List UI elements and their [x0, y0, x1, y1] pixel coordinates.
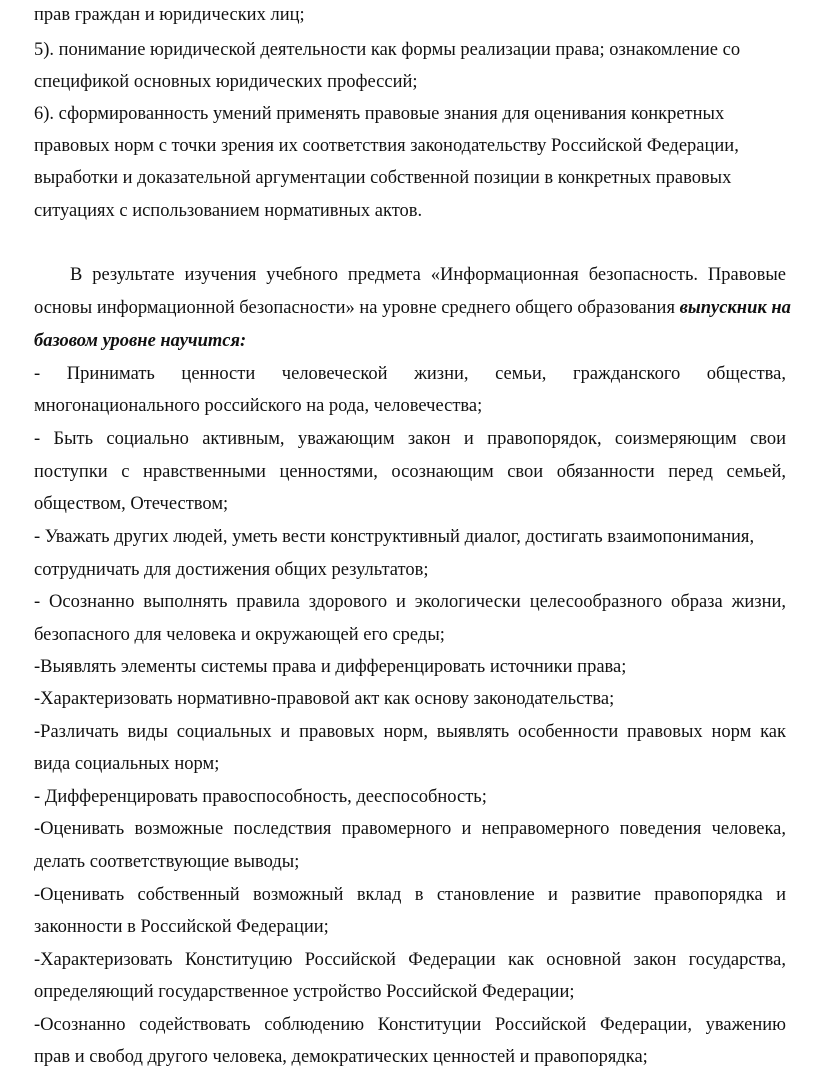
list-item: обществом, Отечеством; — [34, 494, 229, 514]
list-item: - Осознанно выполнять правила здорового и экологически целесообразного образа жизни, — [34, 592, 786, 612]
list-item: -Оценивать собственный возможный вклад в становление и развитие правопорядка и — [34, 885, 786, 905]
text-line: спецификой основных юридических профессий; — [34, 72, 418, 92]
list-item: -Оценивать возможные последствия правомерного и неправомерного поведения человека, — [34, 819, 786, 839]
list-item: -Различать виды социальных и правовых норм, выявлять особенности правовых норм как — [34, 722, 786, 742]
paragraph-line: В результате изучения учебного предмета «Информационная безопасность. Правовые — [70, 265, 786, 285]
list-item: поступки с нравственными ценностями, осознающим свои обязанности перед семьей, — [34, 462, 786, 482]
list-item: делать соответствующие выводы; — [34, 852, 300, 872]
paragraph-text: основы информационной безопасности» на уровне среднего общего образования — [34, 298, 680, 318]
text-line: 6). сформированность умений применять правовые знания для оценивания конкретных — [34, 104, 725, 124]
list-item: -Характеризовать Конституцию Российской Федерации как основной закон государства, — [34, 950, 786, 970]
emphasis-text: выпускник на — [679, 298, 791, 318]
list-item: безопасного для человека и окружающей его среды; — [34, 625, 445, 645]
text-line: прав граждан и юридических лиц; — [34, 5, 305, 25]
list-item: законности в Российской Федерации; — [34, 917, 329, 937]
list-item: определяющий государственное устройство Российской Федерации; — [34, 982, 575, 1002]
list-item: -Выявлять элементы системы права и дифференцировать источники права; — [34, 657, 627, 677]
list-item: вида социальных норм; — [34, 754, 220, 774]
list-item: - Уважать других людей, уметь вести конструктивный диалог, достигать взаимопонимания, — [34, 527, 755, 547]
list-item: -Характеризовать нормативно-правовой акт как основу законодательства; — [34, 689, 615, 709]
text-line: ситуациях с использованием нормативных актов. — [34, 201, 423, 221]
text-line: 5). понимание юридической деятельности как формы реализации права; ознакомление со — [34, 40, 741, 60]
emphasis-line: базовом уровне научится: — [34, 331, 247, 351]
paragraph-line — [34, 297, 791, 319]
list-item: -Осознанно содействовать соблюдению Конституции Российской Федерации, уважению — [34, 1015, 786, 1035]
text-line: правовых норм с точки зрения их соответствия законодательству Российской Федерации, — [34, 136, 739, 156]
list-item: многонационального российского на рода, человечества; — [34, 396, 483, 416]
list-item: сотрудничать для достижения общих результатов; — [34, 560, 429, 580]
list-item: прав и свобод другого человека, демократических ценностей и правопорядка; — [34, 1047, 648, 1067]
list-item: - Принимать ценности человеческой жизни, семьи, гражданского общества, — [34, 364, 786, 384]
list-item: - Быть социально активным, уважающим закон и правопорядок, соизмеряющим свои — [34, 429, 786, 449]
text-line: выработки и доказательной аргументации собственной позиции в конкретных правовых — [34, 168, 732, 188]
list-item: - Дифференцировать правоспособность, дееспособность; — [34, 787, 487, 807]
